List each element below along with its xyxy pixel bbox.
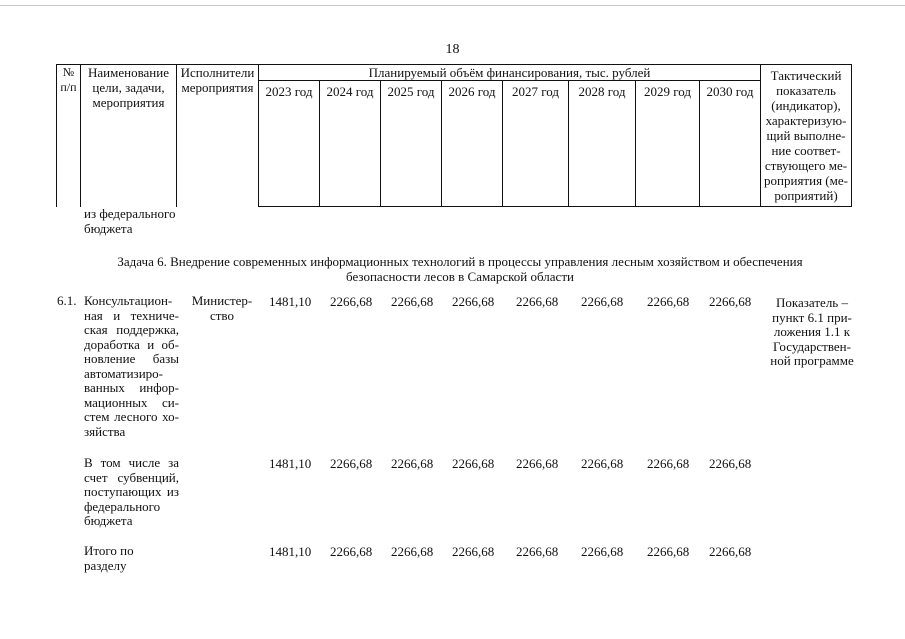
- header-col-number: [57, 65, 81, 207]
- row-value-2028: 2266,68: [581, 456, 624, 471]
- row-name: Итого по разделу: [84, 543, 134, 573]
- header-col-indicator-text: Тактический показатель (индикатор), характеризую-щий выполне-ние соответ-ствующего ме-роприятия (ме-роприятий): [764, 68, 848, 203]
- header-year-2026: [442, 81, 503, 207]
- header-year-2024: [320, 81, 381, 207]
- scan-edge-line: [0, 5, 905, 6]
- header-year-text: 2024 год: [326, 84, 374, 99]
- row-indicator: Показатель – пункт 6.1 при-ложения 1.1 к Государствен-ной программе: [770, 295, 854, 368]
- header-year-2025: [381, 81, 442, 207]
- row-value-2025: 2266,68: [391, 544, 434, 559]
- row-value-2027: 2266,68: [516, 456, 559, 471]
- row-value-2030: 2266,68: [709, 544, 752, 559]
- row-value-2027: 2266,68: [516, 294, 559, 309]
- header-col-name-text: Наименование цели, задачи, мероприятия: [88, 65, 169, 110]
- header-year-2029: [636, 81, 700, 207]
- row-name: Консультацион-ная и техниче-ская поддержка, доработка и об-новление базы автоматизиро-ванных инфор-мационных си-стем лесного хо-зяйства: [84, 293, 179, 439]
- row-value-2027: 2266,68: [516, 544, 559, 559]
- page-number: 18: [445, 42, 460, 57]
- header-col-plan-text: Планируемый объём финансирования, тыс. рублей: [368, 65, 651, 80]
- row-name: В том числе за счет субвенций, поступающих из федерального бюджета: [84, 455, 179, 528]
- header-col-plan: [259, 65, 761, 81]
- header-col-name: [81, 65, 177, 207]
- header-year-text: 2030 год: [706, 84, 754, 99]
- header-year-text: 2026 год: [448, 84, 496, 99]
- row-value-2023: 1481,10: [269, 544, 312, 559]
- header-year-2028: [569, 81, 636, 207]
- row-executor: Министер-ство: [191, 293, 253, 323]
- header-year-text: 2029 год: [644, 84, 691, 99]
- row-value-2028: 2266,68: [581, 294, 624, 309]
- carryover-text: из федерального бюджета: [84, 206, 176, 236]
- row-value-2023: 1481,10: [269, 294, 312, 309]
- row-value-2030: 2266,68: [709, 456, 752, 471]
- row-number: 6.1.: [57, 293, 77, 308]
- header-col-executor-text: Исполнители мероприятия: [180, 65, 255, 95]
- row-value-2029: 2266,68: [647, 544, 690, 559]
- header-col-executor: [177, 65, 259, 207]
- row-value-2025: 2266,68: [391, 456, 434, 471]
- row-value-2024: 2266,68: [330, 544, 373, 559]
- row-value-2024: 2266,68: [330, 294, 373, 309]
- header-year-2023: [259, 81, 320, 207]
- row-value-2030: 2266,68: [709, 294, 752, 309]
- row-value-2026: 2266,68: [452, 456, 495, 471]
- header-year-text: 2023 год: [265, 84, 313, 99]
- header-year-2030: [700, 81, 761, 207]
- header-year-text: 2025 год: [387, 84, 435, 99]
- row-value-2028: 2266,68: [581, 544, 624, 559]
- row-value-2024: 2266,68: [330, 456, 373, 471]
- header-year-text: 2027 год: [512, 84, 559, 99]
- header-year-text: 2028 год: [578, 84, 626, 99]
- row-value-2026: 2266,68: [452, 544, 495, 559]
- row-value-2023: 1481,10: [269, 456, 312, 471]
- header-col-indicator: [761, 65, 852, 207]
- header-year-2027: [503, 81, 569, 207]
- row-value-2025: 2266,68: [391, 294, 434, 309]
- header-col-number-text: № п/п: [60, 65, 77, 94]
- row-value-2029: 2266,68: [647, 456, 690, 471]
- row-value-2029: 2266,68: [647, 294, 690, 309]
- row-value-2026: 2266,68: [452, 294, 495, 309]
- task-title: Задача 6. Внедрение современных информационных технологий в процессы управления лесным хозяйством и обеспечения безопасности лесов в Самарской области: [117, 254, 803, 284]
- header-table: [56, 64, 852, 207]
